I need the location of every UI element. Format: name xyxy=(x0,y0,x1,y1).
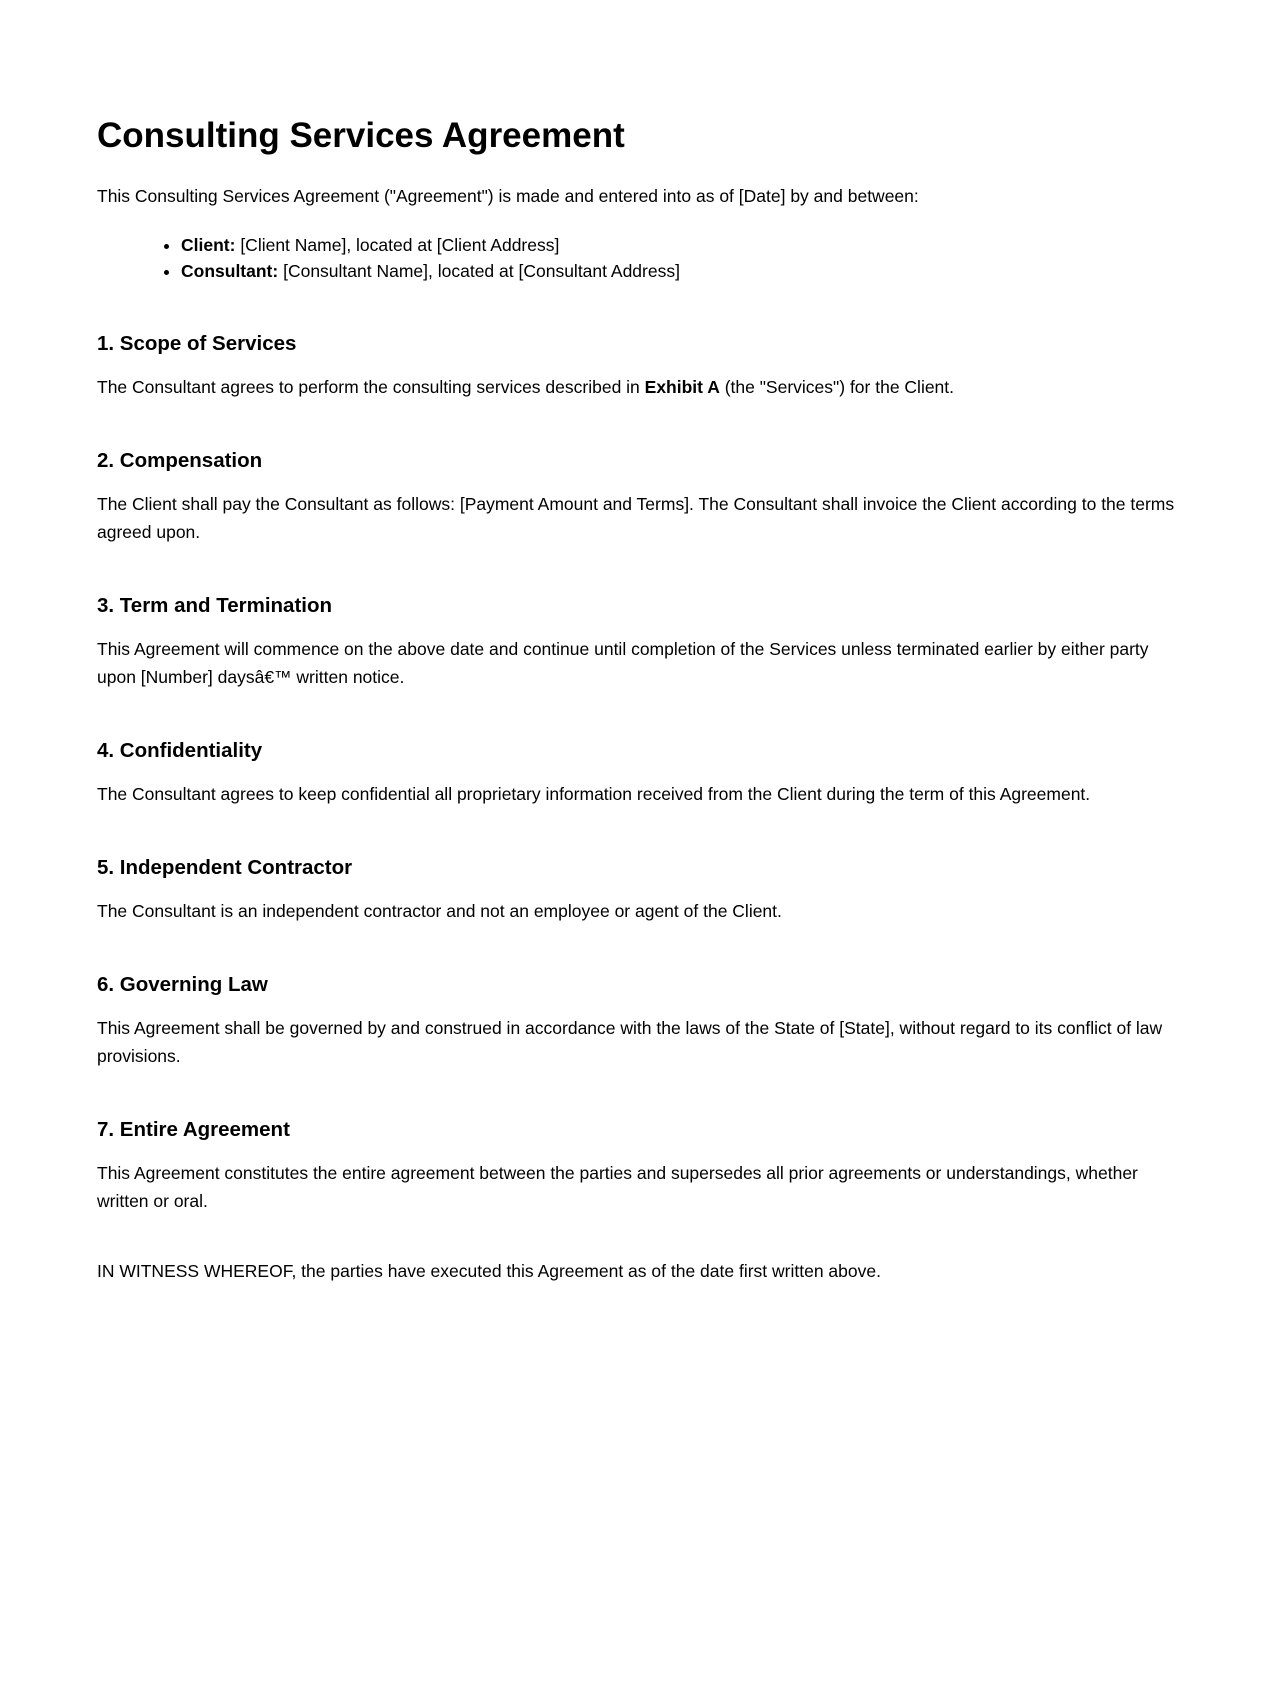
page-title: Consulting Services Agreement xyxy=(97,116,625,155)
section-paragraph-text: (the "Services") for the Client. xyxy=(719,377,955,397)
section-paragraph xyxy=(97,373,1185,401)
section-heading: 2. Compensation xyxy=(97,449,263,472)
intro-paragraph: This Consulting Services Agreement ("Agreement") is made and entered into as of [Date] by and between: xyxy=(97,186,919,206)
party-label-client: Client: xyxy=(181,235,236,255)
document-section xyxy=(97,1117,1185,1215)
parties-list xyxy=(97,232,1185,284)
section-paragraph-text: The Consultant agrees to perform the consulting services described in xyxy=(97,377,645,397)
section-heading: 4. Confidentiality xyxy=(97,739,263,762)
document-section xyxy=(97,855,1185,925)
section-heading: 1. Scope of Services xyxy=(97,332,297,355)
section-paragraph: The Consultant agrees to keep confidential all proprietary information received from the Client during the term of this Agreement. xyxy=(97,784,1091,804)
party-text-client: [Client Name], located at [Client Address] xyxy=(235,235,560,255)
list-item-consultant xyxy=(181,258,1185,284)
section-heading: 7. Entire Agreement xyxy=(97,1118,290,1141)
sections-container xyxy=(97,331,1185,1215)
party-text-consultant: [Consultant Name], located at [Consultant Address] xyxy=(278,261,680,281)
document-section xyxy=(97,738,1185,808)
list-item-client xyxy=(181,232,1185,258)
section-paragraph: This Agreement will commence on the above date and continue until completion of the Services unless terminated earlier by either party upon [Number] daysâ€™ written notice. xyxy=(97,639,1149,687)
section-paragraph: The Client shall pay the Consultant as follows: [Payment Amount and Terms]. The Consultant shall invoice the Client according to the terms agreed upon. xyxy=(97,494,1175,542)
document-section xyxy=(97,331,1185,401)
section-heading: 5. Independent Contractor xyxy=(97,856,353,879)
section-heading: 3. Term and Termination xyxy=(97,594,333,617)
document-section xyxy=(97,448,1185,546)
section-heading: 6. Governing Law xyxy=(97,973,268,996)
document-section xyxy=(97,593,1185,691)
section-paragraph: This Agreement shall be governed by and construed in accordance with the laws of the State of [State], without regard to its conflict of law provisions. xyxy=(97,1018,1163,1066)
section-paragraph: The Consultant is an independent contractor and not an employee or agent of the Client. xyxy=(97,901,782,921)
section-paragraph-bold-text: Exhibit A xyxy=(644,377,720,397)
party-label-consultant: Consultant: xyxy=(181,261,279,281)
document-section xyxy=(97,972,1185,1070)
closing-paragraph: IN WITNESS WHEREOF, the parties have executed this Agreement as of the date first written above. xyxy=(97,1261,881,1281)
section-paragraph: This Agreement constitutes the entire agreement between the parties and supersedes all prior agreements or understandings, whether written or oral. xyxy=(97,1163,1138,1211)
